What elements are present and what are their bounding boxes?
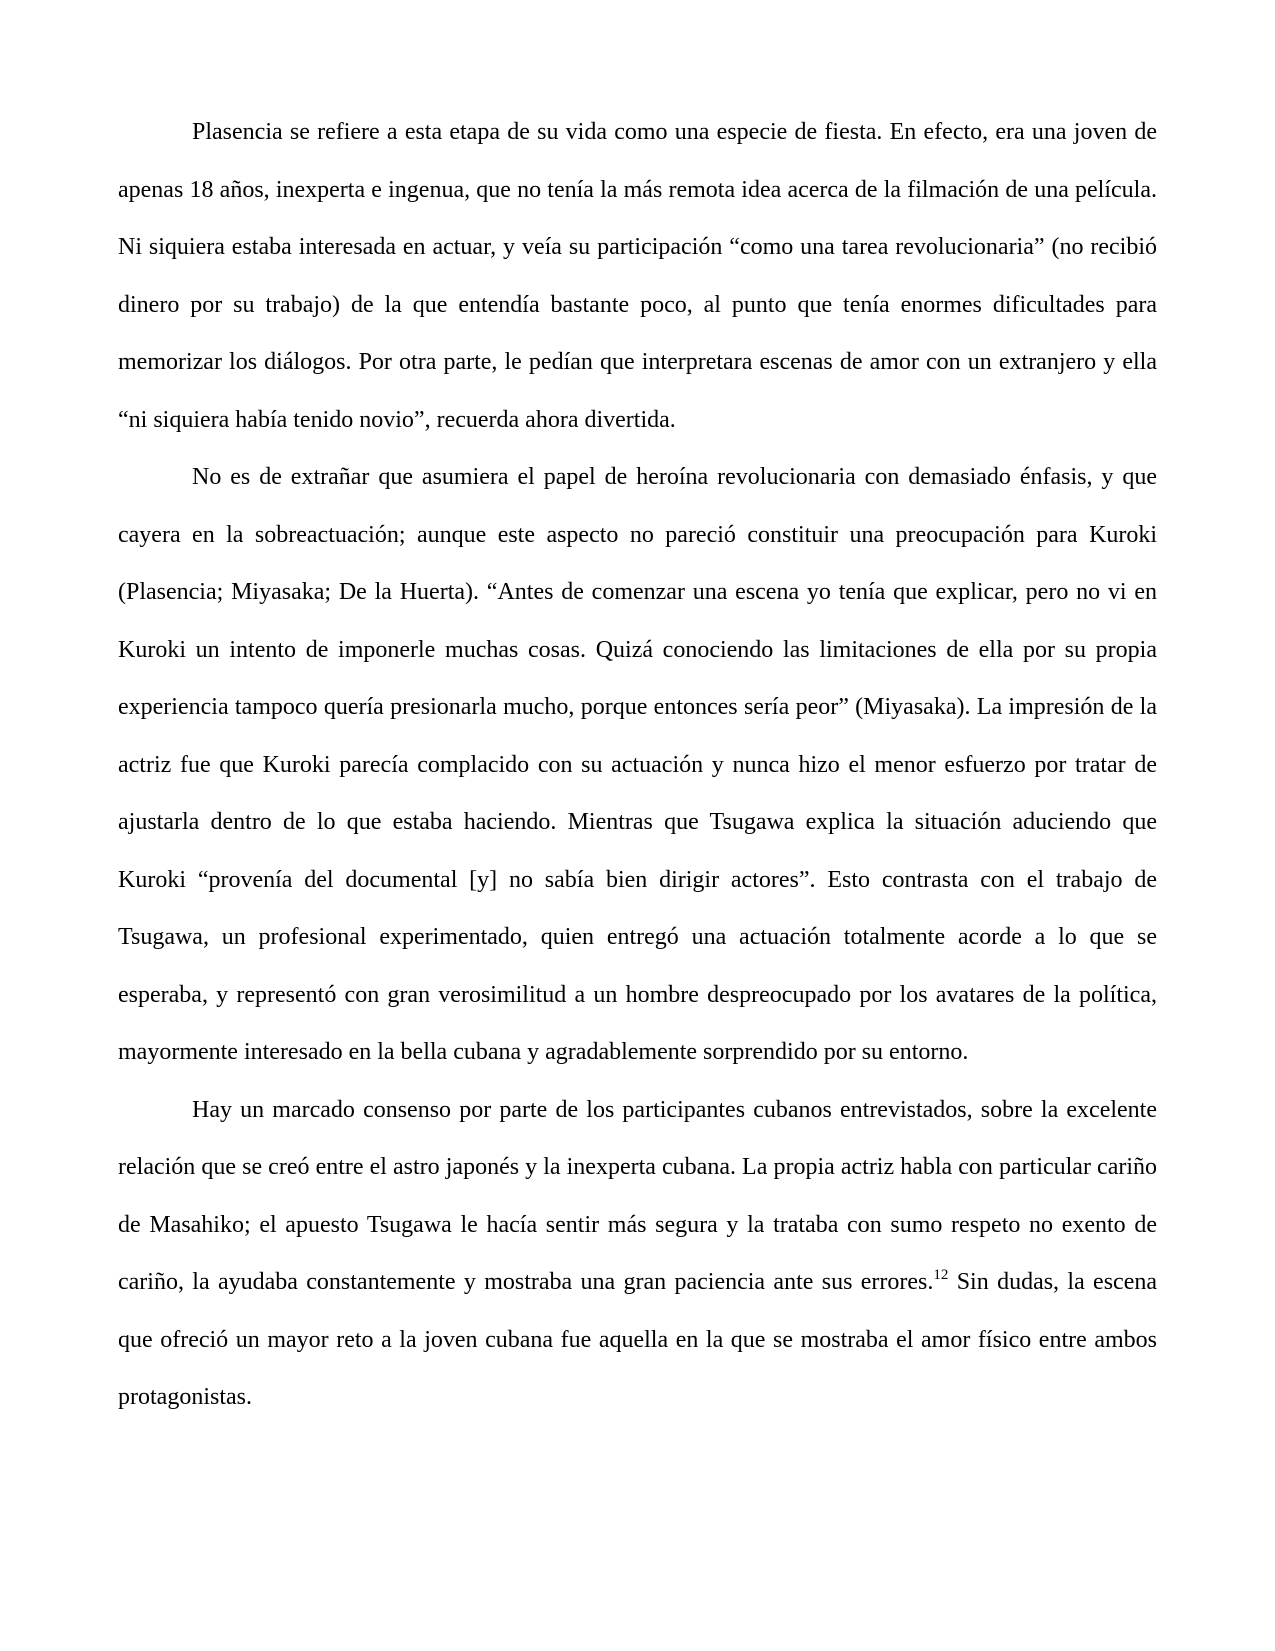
footnote-marker: 12	[933, 1267, 949, 1283]
paragraph-3	[118, 1082, 1157, 1427]
paragraph-3-text-after-footnote: Sin dudas, la escena que ofreció un mayor reto a la joven cubana fue aquella en la que se mostraba el amor físico entre ambos protagonistas.	[118, 1269, 1158, 1410]
paragraph-1: Plasencia se refiere a esta etapa de su vida como una especie de fiesta. En efecto, era una joven de apenas 18 años, inexperta e ingenua, que no tenía la más remota idea acerca de la filmación de una película. Ni siquiera estaba interesada en actuar, y veía su participación “como una tarea revolucionaria” (no recibió dinero por su trabajo) de la que entendía bastante poco, al punto que tenía enormes dificultades para memorizar los diálogos. Por otra parte, le pedían que interpretara escenas de amor con un extranjero y ella “ni siquiera había tenido novio”, recuerda ahora divertida.	[118, 119, 1157, 433]
body-text	[118, 104, 1157, 1427]
paragraph-3-text-before-footnote: Hay un marcado consenso por parte de los participantes cubanos entrevistados, sobre la excelente relación que se creó entre el astro japonés y la inexperta cubana. La propia actriz habla con particular cariño de Masahiko; el apuesto Tsugawa le hacía sentir más segura y la trataba con sumo respeto no exento de cariño, la ayudaba constantemente y mostraba una gran paciencia ante sus errores.	[118, 1096, 1157, 1295]
paragraph-2: No es de extrañar que asumiera el papel de heroína revolucionaria con demasiado énfasis, y que cayera en la sobreactuación; aunque este aspecto no pareció constituir una preocupación para Kuroki (Plasencia; Miyasaka; De la Huerta). “Antes de comenzar una escena yo tenía que explicar, pero no vi en Kuroki un intento de imponerle muchas cosas. Quizá conociendo las limitaciones de ella por su propia experiencia tampoco quería presionarla mucho, porque entonces sería peor” (Miyasaka). La impresión de la actriz fue que Kuroki parecía complacido con su actuación y nunca hizo el menor esfuerzo por tratar de ajustarla dentro de lo que estaba haciendo. Mientras que Tsugawa explica la situación aduciendo que Kuroki “provenía del documental [y] no sabía bien dirigir actores”. Esto contrasta con el trabajo de Tsugawa, un profesional experimentado, quien entregó una actuación totalmente acorde a lo que se esperaba, y representó con gran verosimilitud a un hombre despreocupado por los avatares de la política, mayormente interesado en la bella cubana y agradablemente sorprendido por su entorno.	[118, 464, 1157, 1065]
